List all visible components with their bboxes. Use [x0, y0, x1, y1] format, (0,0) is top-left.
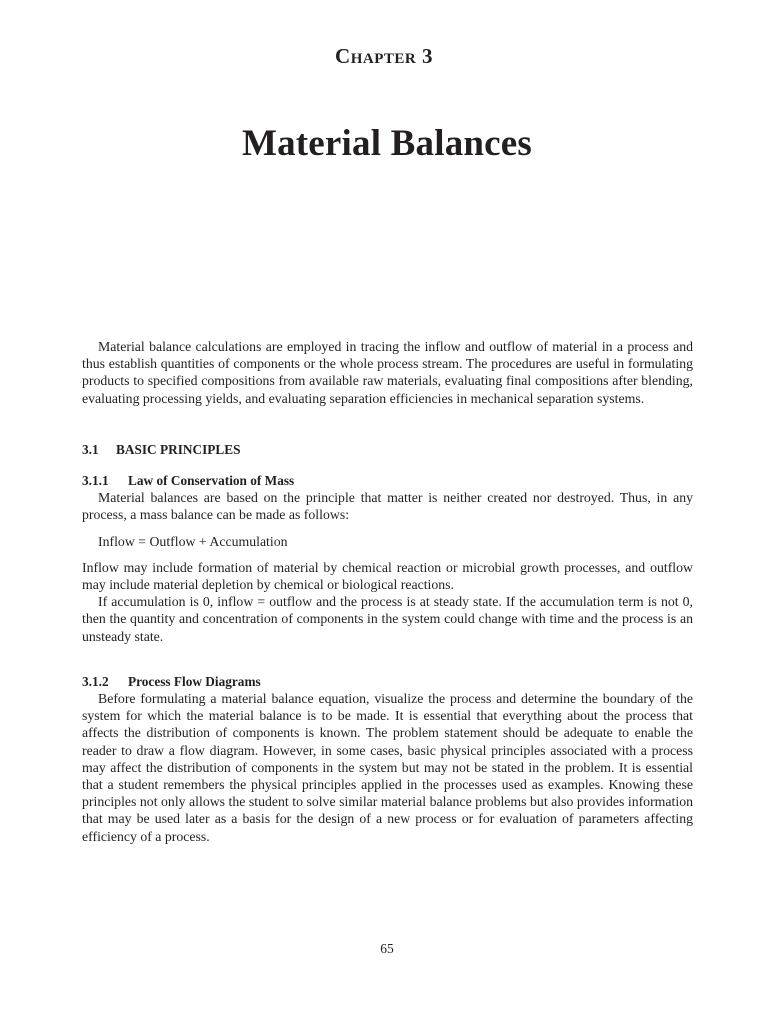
chapter-title: Material Balances — [241, 123, 533, 164]
section-title: BASIC PRINCIPLES — [116, 441, 241, 457]
subsection-number: 3.1.2 — [82, 673, 109, 689]
subsection-heading-3-1-1 — [82, 472, 693, 489]
section-heading-3-1 — [82, 441, 693, 458]
intro-paragraph: Material balance calculations are employed in tracing the inflow and outflow of material in a process and thus establish quantities of components or the whole process stream. The procedures are useful in formulating products to specified compositions from available raw materials, evaluating final compositions after blending, evaluating processing yields, and evaluating separation efficiencies in mechanical separation systems. — [82, 339, 693, 406]
section-number: 3.1 — [82, 441, 99, 457]
conservation-paragraph-2: Inflow may include formation of material by chemical reaction or microbial growth processes, and outflow may include material depletion by chemical or biological reactions. — [82, 559, 693, 593]
page-number: 65 — [380, 941, 394, 956]
mass-balance-equation: Inflow = Outflow + Accumulation — [98, 533, 288, 549]
subsection-title: Process Flow Diagrams — [128, 673, 261, 689]
flow-diagram-paragraph: Before formulating a material balance equation, visualize the process and determine the boundary of the system for which the material balance is to be made. It is essential that everything about the process that affects the distribution of components is known. The problem statement should be adequate to enable the reader to draw a flow diagram. However, in some cases, basic physical principles associated with a process may affect the distribution of components in the system but may not be stated in the problem. It is essential that a student remembers the physical principles applied in the processes used as examples. Knowing these principles not only allows the student to solve similar material balance problems but also provides information that may be used later as a basis for the design of a new process or for evaluation of parameters affecting efficiency of a process. — [82, 691, 693, 844]
conservation-paragraph-1: Material balances are based on the principle that matter is neither created nor destroyed. Thus, in any process, a mass balance can be made as follows: — [82, 490, 693, 523]
subsection-heading-3-1-2 — [82, 673, 693, 690]
conservation-paragraph-3: If accumulation is 0, inflow = outflow and the process is at steady state. If the accumulation term is not 0, then the quantity and concentration of components in the system could change with time and the process is an unsteady state. — [82, 594, 693, 644]
subsection-title: Law of Conservation of Mass — [128, 473, 295, 489]
body-content — [82, 338, 693, 845]
subsection-number: 3.1.1 — [82, 473, 109, 489]
chapter-label: Chapter 3 — [335, 44, 433, 68]
